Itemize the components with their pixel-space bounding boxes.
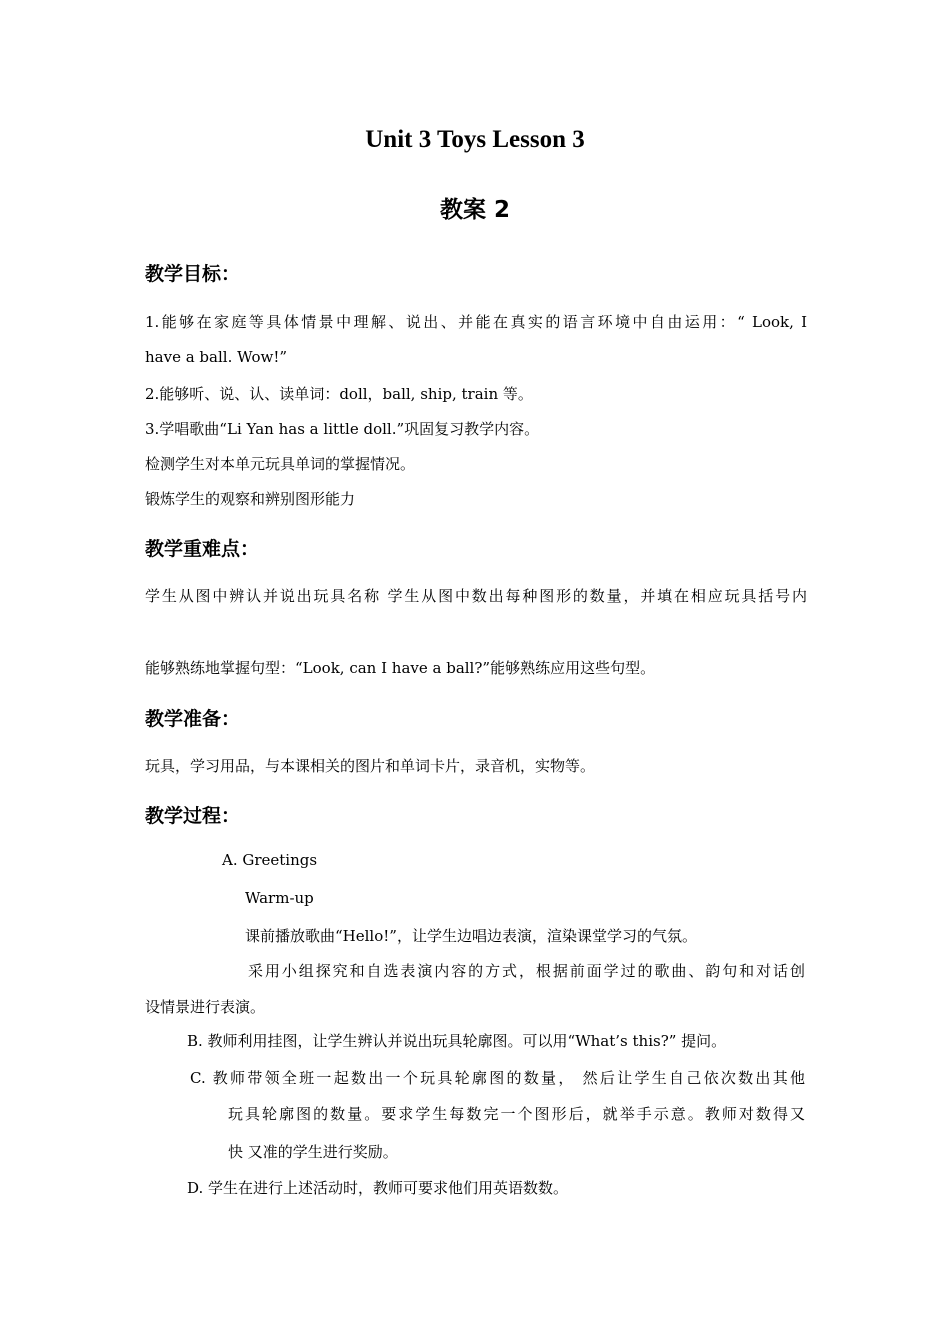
- objective-item-1-line-1: 1.能够在家庭等具体情景中理解、说出、并能在真实的语言环境中自由运用：“ Look, I: [145, 313, 807, 331]
- objectives-heading: 教学目标：: [145, 263, 241, 285]
- objective-item-2: 2.能够听、说、认、读单词：doll，ball, ship, train 等。: [145, 385, 533, 403]
- process-warmup-label: Warm-up: [245, 889, 314, 907]
- preparation-heading: 教学准备：: [145, 708, 241, 730]
- process-group-activity-line-2: 设情景进行表演。: [145, 998, 266, 1016]
- preparation-text: 玩具，学习用品，与本课相关的图片和单词卡片，录音机，实物等。: [145, 757, 596, 775]
- document-subtitle: 教案 2: [439, 197, 510, 223]
- document-title: Unit 3 Toys Lesson 3: [365, 126, 585, 153]
- process-step-a-title: A. Greetings: [222, 851, 318, 869]
- process-group-activity-line-1: 采用小组探究和自选表演内容的方式，根据前面学过的歌曲、韵句和对话创: [248, 962, 805, 980]
- objective-item-4: 检测学生对本单元玩具单词的掌握情况。: [145, 455, 416, 473]
- process-step-b: B. 教师利用挂图，让学生辨认并说出玩具轮廓图。可以用“What’s this?” 提问。: [187, 1032, 727, 1050]
- process-heading: 教学过程：: [145, 805, 241, 827]
- process-step-c-line-1: C. 教师带领全班一起数出一个玩具轮廓图的数量， 然后让学生自己依次数出其他: [190, 1069, 805, 1087]
- process-step-c-line-2: 玩具轮廓图的数量。要求学生每数完一个图形后，就举手示意。教师对数得又: [228, 1105, 805, 1123]
- objective-item-5: 锻炼学生的观察和辨别图形能力: [145, 490, 356, 508]
- objective-item-3: 3.学唱歌曲“Li Yan has a little doll.”巩固复习教学内容。: [145, 420, 540, 438]
- process-warmup-description: 课前播放歌曲“Hello!”，让学生边唱边表演，渲染课堂学习的气氛。: [245, 927, 697, 945]
- key-points-line-2: 能够熟练地掌握句型：“Look, can I have a ball?”能够熟练应用这些句型。: [145, 659, 656, 677]
- key-points-heading: 教学重难点：: [145, 538, 260, 560]
- key-points-line-1: 学生从图中辨认并说出玩具名称 学生从图中数出每种图形的数量，并填在相应玩具括号内: [145, 587, 807, 605]
- objective-item-1-line-2: have a ball. Wow!”: [145, 348, 288, 366]
- process-step-c-line-3: 快 又准的学生进行奖励。: [228, 1143, 398, 1161]
- process-step-d: D. 学生在进行上述活动时，教师可要求他们用英语数数。: [187, 1179, 569, 1197]
